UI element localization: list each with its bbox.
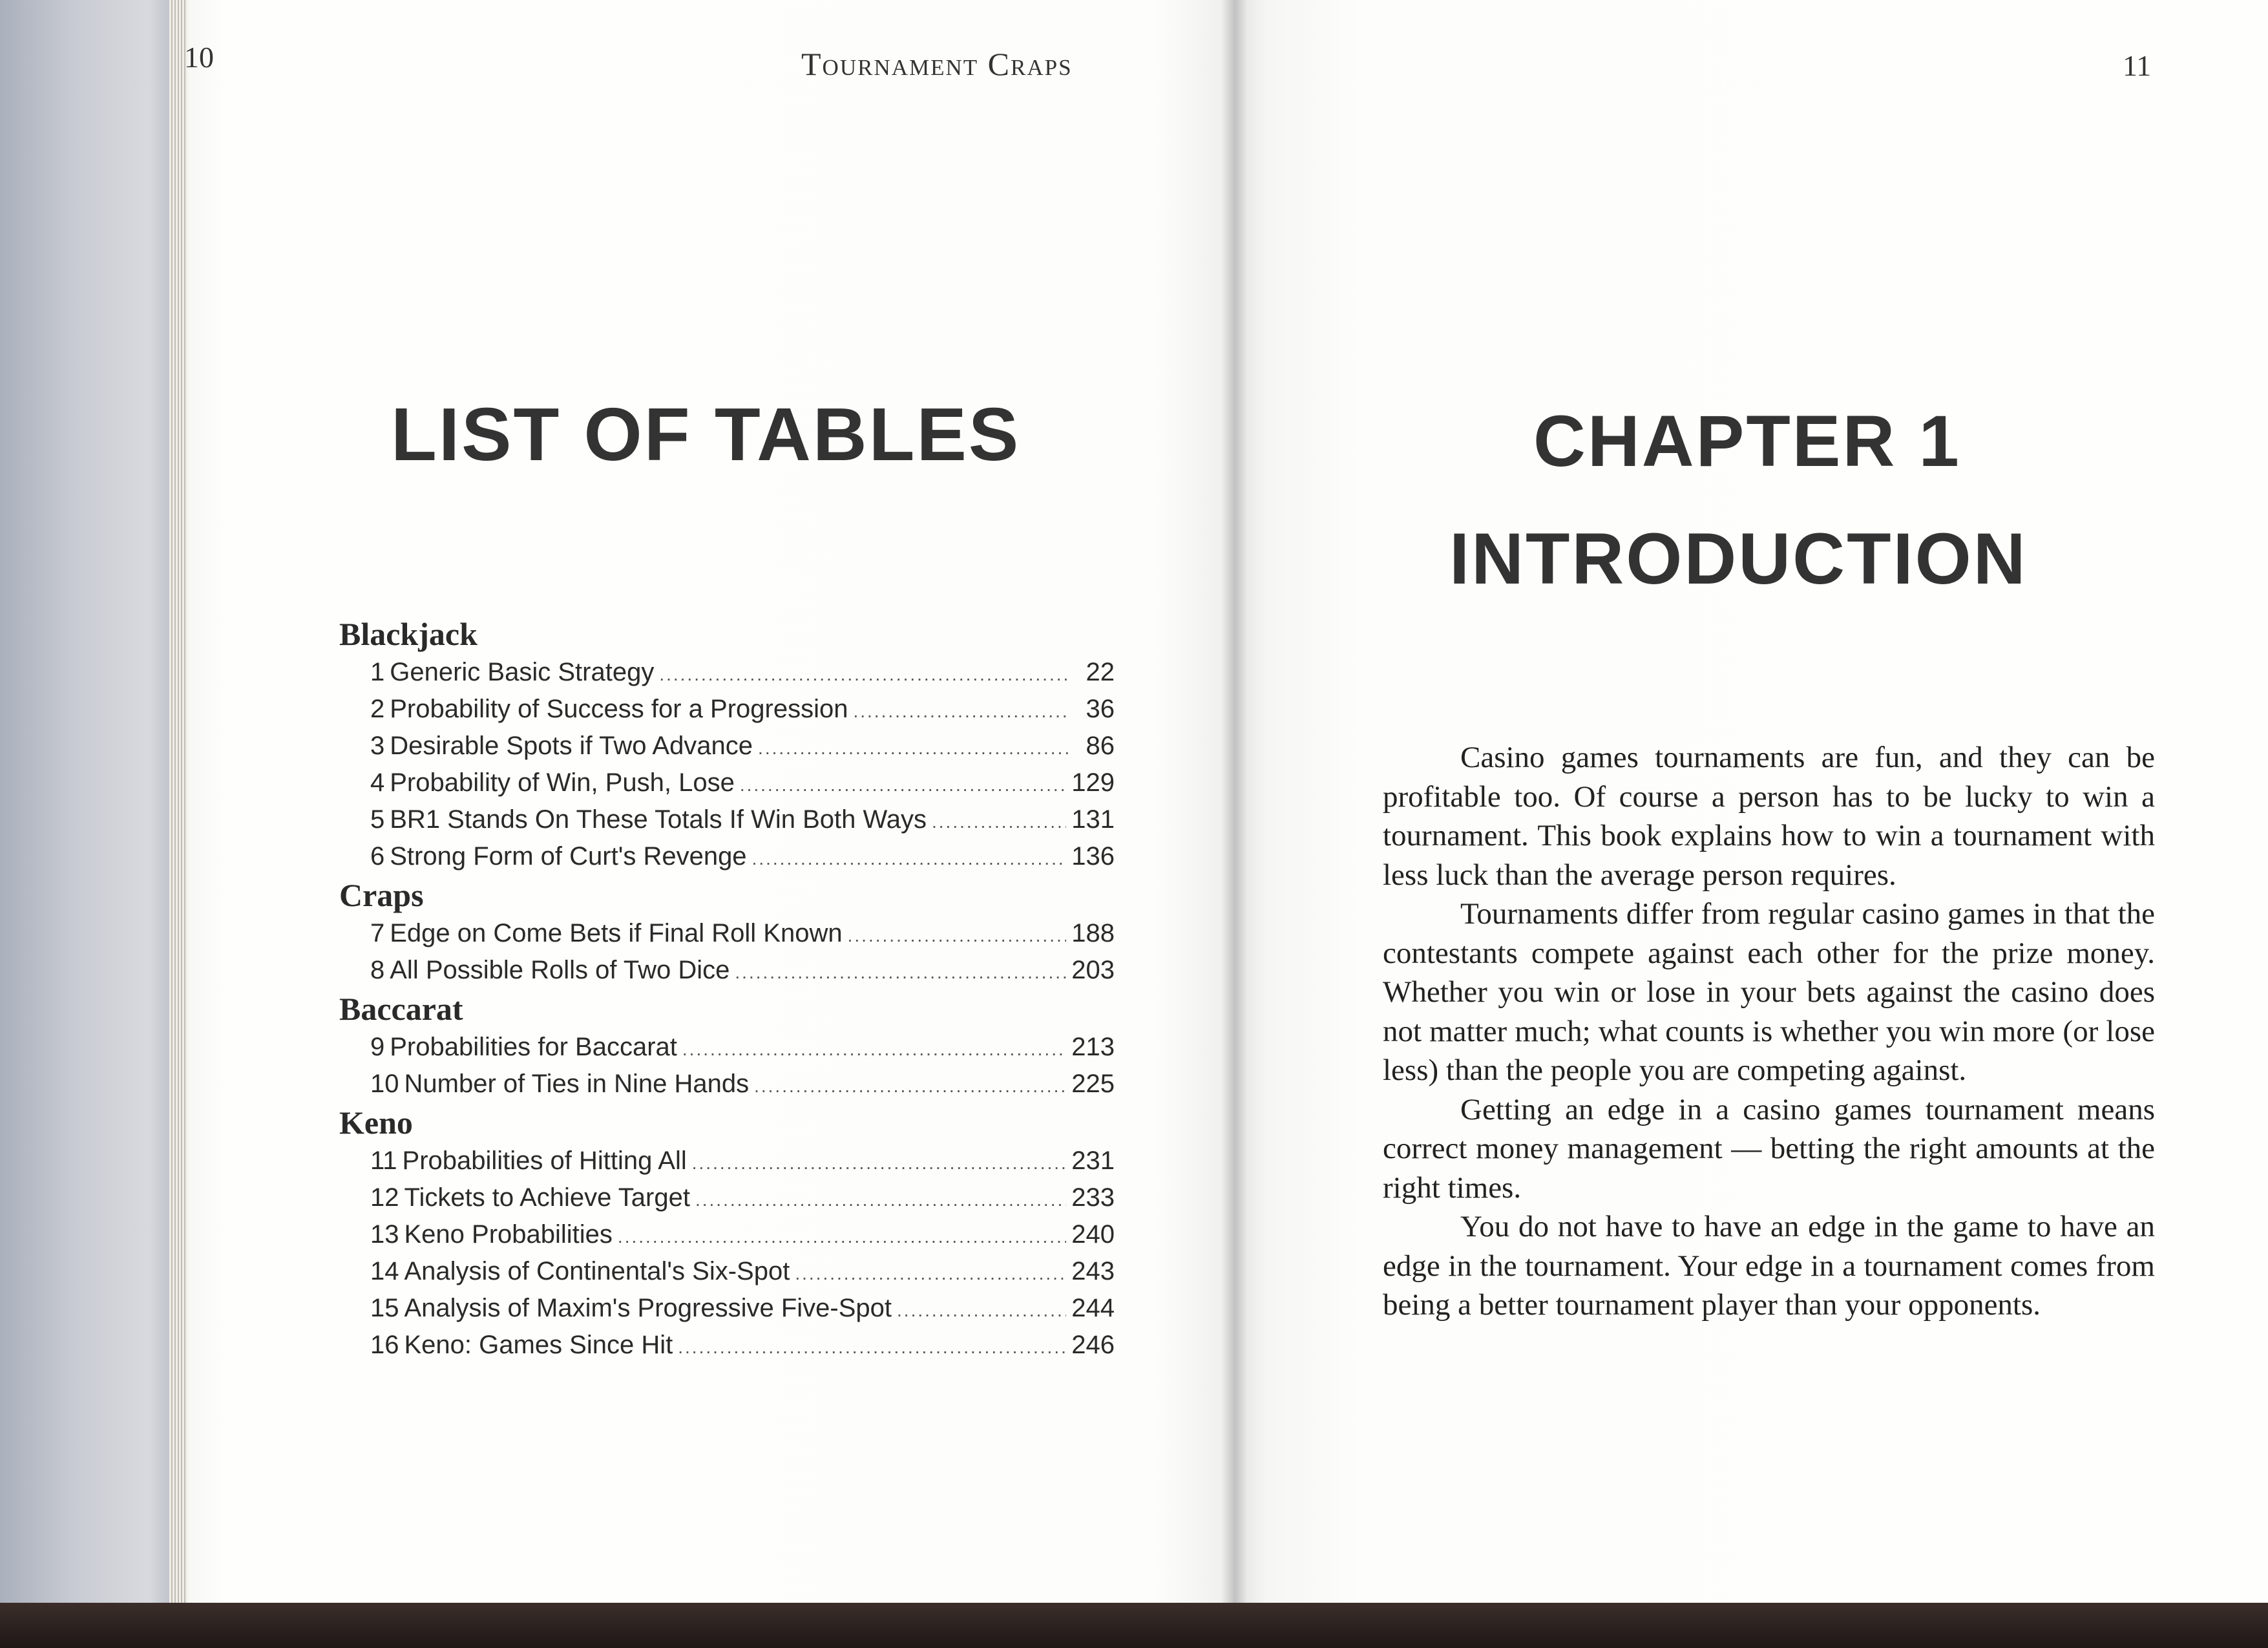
dot-leader (795, 1255, 1066, 1292)
entry-page-number: 188 (1071, 919, 1115, 947)
intro-paragraph: Tournaments differ from regular casino games in that the contestants compete against each other for the prize money. Whether you win or lose in your bets against the casino does not matter much; what counts is whether you win more (or lose less) than the people you are competing against. (1383, 897, 2155, 1087)
entry-number: 13 (370, 1220, 399, 1249)
entry-page-number: 243 (1071, 1257, 1115, 1285)
dot-leader (754, 1068, 1066, 1104)
table-list-entry (333, 1179, 1115, 1216)
entry-title: Probabilities of Hitting All (402, 1146, 687, 1175)
entry-page-number: 36 (1086, 695, 1115, 723)
table-list-entry (333, 1029, 1115, 1066)
entry-title: Tickets to Achieve Target (404, 1183, 690, 1212)
entry-number: 3 (370, 732, 385, 760)
entry-page-number: 136 (1071, 842, 1115, 871)
entry-page-number: 203 (1071, 956, 1115, 984)
entry-number: 14 (370, 1257, 399, 1285)
entry-number: 15 (370, 1294, 399, 1322)
entry-page-number: 240 (1071, 1220, 1115, 1249)
table-list-entry (333, 654, 1115, 691)
dot-leader (897, 1292, 1066, 1329)
entry-page-number: 233 (1071, 1183, 1115, 1212)
right-page-number: 11 (2123, 49, 2152, 82)
table-list-entry (333, 765, 1115, 801)
intro-paragraph: Casino games tournaments are fun, and they can be profitable too. Of course a person has to be lucky to win a tournament. This book explains how to win a tournament with less luck than the average person requires. (1383, 741, 2155, 892)
entry-page-number: 225 (1071, 1070, 1115, 1098)
section-heading: Baccarat (339, 991, 463, 1027)
entry-title: Strong Form of Curt's Revenge (390, 842, 747, 871)
section-heading: Craps (339, 877, 424, 913)
chapter-title: CHAPTER 1 (1533, 401, 1961, 481)
entry-number: 1 (370, 658, 385, 686)
entry-page-number: 231 (1071, 1146, 1115, 1175)
entry-number: 6 (370, 842, 385, 871)
entry-title: Number of Ties in Nine Hands (404, 1070, 750, 1098)
entry-number: 12 (370, 1183, 399, 1212)
dot-leader (618, 1218, 1066, 1255)
table-list-entry (333, 915, 1115, 952)
table-list-entry (333, 728, 1115, 765)
entry-page-number: 246 (1071, 1331, 1115, 1359)
dot-leader (695, 1181, 1066, 1218)
entry-title: Generic Basic Strategy (390, 658, 655, 686)
entry-number: 9 (370, 1033, 385, 1061)
entry-title: Probabilities for Baccarat (390, 1033, 677, 1061)
dot-leader (752, 840, 1067, 877)
table-list-entry (333, 1290, 1115, 1327)
entry-title: Probability of Success for a Progression (390, 695, 848, 723)
left-page-number: 10 (184, 41, 214, 74)
entry-number: 2 (370, 695, 385, 723)
entry-page-number: 213 (1071, 1033, 1115, 1061)
running-head: Tournament Craps (801, 46, 1073, 82)
table-list-entry (333, 691, 1115, 728)
table-list-entry (333, 1143, 1115, 1179)
entry-title: Keno Probabilities (404, 1220, 613, 1249)
dot-leader (740, 766, 1066, 803)
entry-number: 5 (370, 805, 385, 834)
entry-page-number: 129 (1071, 768, 1115, 797)
table-list (333, 614, 1115, 1364)
dot-leader (682, 1031, 1066, 1068)
intro-paragraph: You do not have to have an edge in the game to have an edge in the tournament. Your edge in a tournament comes from being a better tournament player than your opponents. (1383, 1210, 2155, 1322)
dot-leader (853, 693, 1071, 730)
section-heading: Blackjack (339, 616, 478, 652)
entry-title: Analysis of Maxim's Progressive Five-Spot (404, 1294, 892, 1322)
dot-leader (735, 954, 1066, 991)
entry-title: Desirable Spots if Two Advance (390, 732, 753, 760)
table-list-entry (333, 952, 1115, 989)
entry-number: 16 (370, 1331, 399, 1359)
intro-paragraph: Getting an edge in a casino games tournament means correct money management — betting the right amounts at the right times. (1383, 1092, 2155, 1205)
bottom-edge (0, 1603, 2268, 1648)
table-list-entry (333, 838, 1115, 875)
dot-leader (659, 656, 1071, 693)
dot-leader (848, 917, 1067, 954)
entry-number: 11 (370, 1146, 397, 1175)
entry-title: Probability of Win, Push, Lose (390, 768, 735, 797)
entry-page-number: 244 (1071, 1294, 1115, 1322)
entry-title: Analysis of Continental's Six-Spot (404, 1257, 790, 1285)
entry-number: 8 (370, 956, 385, 984)
table-list-entry (333, 1327, 1115, 1364)
dot-leader (758, 730, 1071, 766)
book-gutter (1221, 0, 1247, 1609)
dot-leader (678, 1329, 1066, 1366)
section-heading: Keno (339, 1104, 413, 1141)
entry-number: 4 (370, 768, 385, 797)
entry-title: Keno: Games Since Hit (404, 1331, 673, 1359)
chapter-subtitle: INTRODUCTION (1449, 518, 2028, 599)
entry-page-number: 86 (1086, 732, 1115, 760)
entry-number: 7 (370, 919, 385, 947)
dot-leader (692, 1145, 1067, 1181)
entry-page-number: 131 (1071, 805, 1115, 834)
entry-page-number: 22 (1086, 658, 1115, 686)
entry-title: BR1 Stands On These Totals If Win Both Ways (390, 805, 927, 834)
dot-leader (932, 803, 1066, 840)
entry-title: Edge on Come Bets if Final Roll Known (390, 919, 843, 947)
list-of-tables-title: LIST OF TABLES (391, 392, 1021, 476)
entry-title: All Possible Rolls of Two Dice (390, 956, 730, 984)
table-list-entry (333, 1253, 1115, 1290)
table-list-entry (333, 801, 1115, 838)
page-stack-edge (169, 0, 189, 1609)
entry-number: 10 (370, 1070, 399, 1098)
table-list-entry (333, 1066, 1115, 1103)
table-list-entry (333, 1216, 1115, 1253)
intro-text (1383, 738, 2155, 1325)
